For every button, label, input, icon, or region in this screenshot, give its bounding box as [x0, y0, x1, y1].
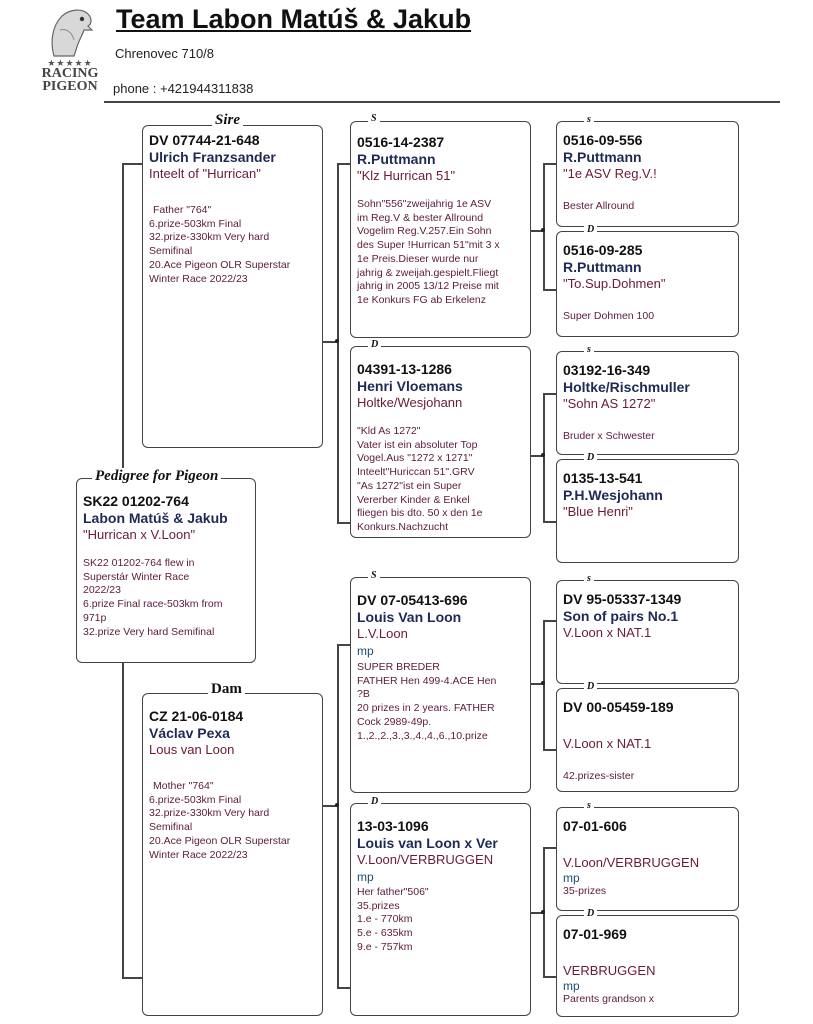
pigeon-head-icon — [48, 6, 94, 58]
notes: 42.prizes-sister — [563, 770, 635, 782]
note-line: Winter Race 2022/23 — [149, 272, 248, 285]
connector — [122, 977, 142, 979]
pigeon-name: "To.Sup.Dohmen" — [563, 276, 666, 291]
connector — [543, 521, 557, 523]
ring-number: 13-03-1096 — [357, 818, 429, 834]
ring-number: DV 95-05337-1349 — [563, 591, 682, 607]
note-line: 971p — [83, 611, 107, 624]
note-line: 6.prize-503km Final — [149, 217, 242, 230]
sire-label: Sire — [212, 112, 243, 129]
junction-dot — [541, 681, 545, 685]
note-line: Winter Race 2022/23 — [149, 848, 248, 861]
note-line: 2022/23 — [83, 584, 121, 597]
page-title: Team Labon Matúš & Jakub — [116, 4, 472, 34]
connector — [337, 644, 351, 646]
note-line: Inteelt"Huriccan 51".GRV — [357, 466, 475, 479]
note-line: fliegen bis dto. 50 x den 1e — [357, 507, 483, 520]
notes: Super Dohmen 100 — [563, 310, 655, 322]
connector — [543, 393, 545, 522]
notes — [149, 204, 316, 286]
owner-name: P.H.Wesjohann — [563, 487, 663, 503]
mp-tag: mp — [563, 979, 580, 993]
note-line: ?B — [357, 688, 370, 701]
pigeon-name: Lous van Loon — [149, 742, 235, 757]
owner-name: R.Puttmann — [563, 259, 642, 275]
owner-name: Louis van Loon x Ver — [357, 835, 498, 851]
dam-label: Dam — [208, 681, 245, 698]
sire-sire-card — [350, 121, 531, 338]
racing-pigeon-logo — [34, 4, 106, 100]
note-line: Vogelim Reg.V.257.Ein Sohn — [357, 225, 492, 238]
owner-name: Holtke/Rischmuller — [563, 379, 690, 395]
pigeon-name: V.Loon x NAT.1 — [563, 736, 652, 751]
logo-stars: ★★★★★ — [47, 58, 93, 68]
logo-text-line2: PIGEON — [42, 79, 98, 94]
note-line: 6.prize Final race-503km from — [83, 598, 223, 611]
s-label: s — [584, 800, 594, 811]
connector — [337, 987, 351, 989]
subject-card — [76, 478, 256, 663]
note-line: 5.e - 635km — [357, 927, 413, 940]
note-line: 32.prize-330km Very hard — [149, 231, 270, 244]
note-line: "Kld As 1272" — [357, 425, 421, 437]
note-line: Vogel.Aus "1272 x 1271" — [357, 452, 473, 465]
ring-number: DV 07744-21-648 — [149, 132, 260, 148]
ring-number: DV 07-05413-696 — [357, 592, 468, 608]
owner-name: Henri Vloemans — [357, 378, 463, 394]
header-divider — [104, 101, 780, 103]
connector — [543, 976, 557, 978]
note-line: 32.prize-330km Very hard — [149, 807, 270, 820]
ring-number: 0516-09-285 — [563, 242, 643, 258]
sdd-card — [556, 459, 739, 563]
logo-text-line1: RACING — [41, 66, 99, 81]
note-line: 20.Ace Pigeon OLR Superstar — [149, 834, 291, 847]
note-line: Vererber Kinder & Enkel — [357, 493, 470, 506]
ring-number: SK22 01202-764 — [83, 493, 189, 509]
pigeon-name: "Hurrican x V.Loon" — [83, 527, 196, 542]
connector — [337, 163, 351, 165]
sire-card — [142, 125, 323, 448]
dsd-card — [556, 688, 739, 792]
note-line: Cock 2989-49p. — [357, 715, 432, 728]
ssd-card — [556, 231, 739, 337]
ddd-card — [556, 915, 739, 1017]
pigeon-name: "Sohn AS 1272" — [563, 396, 656, 411]
pigeon-name: Holtke/Wesjohann — [357, 395, 463, 410]
owner-name: Louis Van Loon — [357, 609, 462, 625]
note-line: Superstár Winter Race — [83, 570, 190, 583]
notes — [357, 886, 524, 955]
notes — [357, 425, 524, 535]
owner-name: R.Puttmann — [563, 149, 642, 165]
note-line: 1e Konkurs FG ab Erkelenz — [357, 293, 486, 306]
d-label: D — [584, 681, 597, 692]
note-line: Father "764" — [153, 204, 212, 216]
d-label: D — [584, 908, 597, 919]
sds-card — [556, 351, 739, 455]
note-line: SUPER BREDER — [357, 661, 440, 673]
owner-name: Václav Pexa — [149, 725, 230, 741]
pedigree-label: Pedigree for Pigeon — [92, 468, 221, 485]
phone: phone : +421944311838 — [113, 81, 254, 96]
ring-number: CZ 21-06-0184 — [149, 708, 244, 724]
s-label: s — [584, 344, 594, 355]
pigeon-name: V.Loon/VERBRUGGEN — [563, 855, 700, 870]
note-line: 35.prizes — [357, 899, 400, 912]
connector — [543, 620, 557, 622]
note-line: "As 1272"ist ein Super — [357, 479, 462, 492]
mp-tag: mp — [357, 870, 374, 884]
dds-card — [556, 807, 739, 911]
junction-dot — [335, 803, 339, 807]
dam-sire-card — [350, 577, 531, 793]
notes: Parents grandson x — [563, 993, 655, 1005]
connector — [543, 847, 557, 849]
connector — [543, 163, 557, 165]
ring-number: 04391-13-1286 — [357, 361, 452, 377]
ring-number: 07-01-969 — [563, 926, 627, 942]
notes — [83, 557, 249, 639]
pigeon-name: L.V.Loon — [357, 626, 408, 641]
sss-card — [556, 121, 739, 227]
pigeon-name: "Blue Henri" — [563, 504, 633, 519]
connector — [122, 663, 124, 978]
notes: Bester Allround — [563, 200, 635, 212]
mp-tag: mp — [357, 644, 374, 658]
note-line: SK22 01202-764 flew in — [83, 557, 195, 569]
dss-card — [556, 580, 739, 684]
d-label: D — [584, 224, 597, 235]
pigeon-name: V.Loon/VERBRUGGEN — [357, 852, 494, 867]
junction-dot — [541, 228, 545, 232]
ring-number: 07-01-606 — [563, 818, 627, 834]
note-line: Sohn"556"zweijahrig 1e ASV — [357, 198, 492, 210]
note-line: des Super !Hurrican 51"mit 3 x — [357, 239, 500, 252]
owner-name: Son of pairs No.1 — [563, 608, 679, 624]
s-label: s — [584, 114, 594, 125]
note-line: 6.prize-503km Final — [149, 793, 242, 806]
owner-name: Ulrich Franzsander — [149, 149, 276, 165]
note-line: 20.Ace Pigeon OLR Superstar — [149, 258, 291, 271]
note-line: Semifinal — [149, 245, 193, 258]
note-line: FATHER Hen 499-4.ACE Hen — [357, 674, 497, 687]
pigeon-name: V.Loon x NAT.1 — [563, 625, 652, 640]
note-line: 9.e - 757km — [357, 940, 413, 953]
note-line: Konkurs.Nachzucht — [357, 520, 449, 533]
connector — [543, 163, 545, 290]
connector — [122, 163, 124, 476]
connector — [122, 163, 142, 165]
connector — [337, 644, 339, 988]
note-line: 1.e - 770km — [357, 913, 413, 926]
note-line: Semifinal — [149, 821, 193, 834]
sire-dam-card — [350, 346, 531, 538]
note-line: 1e Preis.Dieser wurde nur — [357, 252, 479, 265]
s-label: S — [368, 570, 380, 581]
ring-number: 03192-16-349 — [563, 362, 651, 378]
note-line: 1.,2.,2.,3.,3.,4.,4.,6.,10.prize — [357, 729, 488, 742]
junction-dot — [541, 453, 545, 457]
notes: Bruder x Schwester — [563, 430, 655, 442]
address: Chrenovec 710/8 — [115, 46, 215, 61]
ring-number: DV 00-05459-189 — [563, 699, 674, 715]
connector — [337, 522, 351, 524]
note-line: jahrig & zweijah.gespielt.Fliegt — [357, 266, 499, 279]
dam-dam-card — [350, 803, 531, 1016]
d-label: D — [368, 796, 381, 807]
dam-card — [142, 693, 323, 1016]
connector — [543, 620, 545, 750]
notes — [357, 198, 524, 308]
pigeon-name: "Klz Hurrican 51" — [357, 168, 456, 183]
note-line: im Reg.V & bester Allround — [357, 211, 484, 224]
notes — [357, 661, 524, 743]
note-line: Vater ist ein absoluter Top — [357, 438, 478, 451]
connector — [543, 289, 557, 291]
note-line: jahrig in 2005 13/12 Preise mit — [357, 280, 499, 293]
connector — [543, 749, 557, 751]
connector — [337, 163, 339, 523]
ring-number: 0516-09-556 — [563, 132, 643, 148]
connector — [543, 393, 557, 395]
d-label: D — [584, 452, 597, 463]
pigeon-name: Inteelt of "Hurrican" — [149, 166, 261, 181]
ring-number: 0135-13-541 — [563, 470, 643, 486]
ring-number: 0516-14-2387 — [357, 134, 445, 150]
pigeon-name: "1e ASV Reg.V.! — [563, 166, 657, 181]
notes — [149, 780, 316, 862]
owner-name: R.Puttmann — [357, 151, 436, 167]
owner-name: Labon Matúš & Jakub — [83, 510, 228, 526]
note-line: Mother "764" — [153, 780, 214, 792]
note-line: 32.prize Very hard Semifinal — [83, 625, 215, 638]
logo-text — [34, 67, 106, 93]
mp-tag: mp — [563, 871, 580, 885]
s-label: s — [584, 573, 594, 584]
junction-dot — [541, 910, 545, 914]
note-line: 20 prizes in 2 years. FATHER — [357, 702, 495, 715]
note-line: Her father"506" — [357, 886, 429, 898]
notes: 35-prizes — [563, 885, 607, 897]
d-label: D — [368, 339, 381, 350]
pigeon-name: VERBRUGGEN — [563, 963, 656, 978]
junction-dot — [335, 339, 339, 343]
s-label: S — [368, 113, 380, 124]
